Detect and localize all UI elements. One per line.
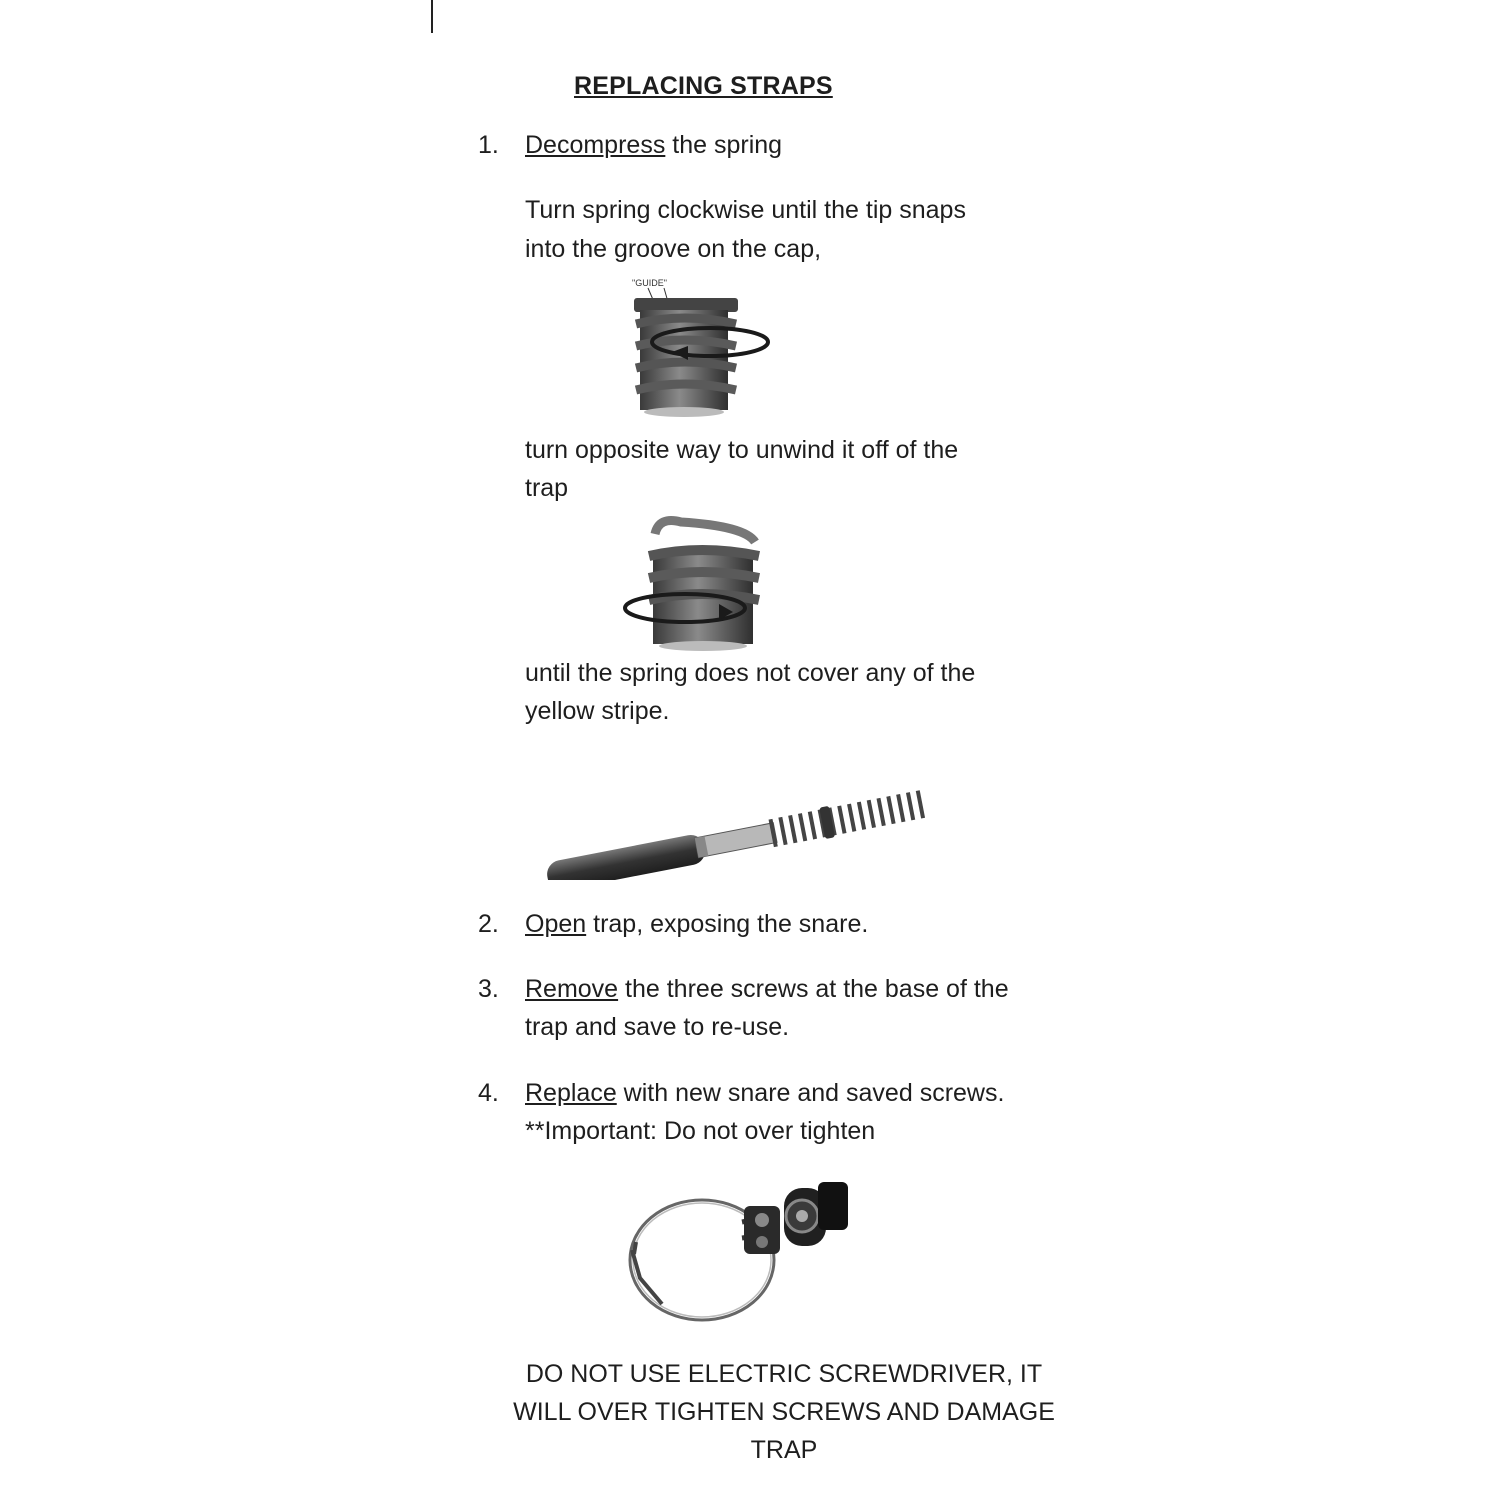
step-3-number: 3. — [478, 975, 499, 1003]
step-1-para-2-line-2: trap — [525, 474, 569, 502]
step-4-text — [525, 1074, 1004, 1112]
step-4-rest: with new snare and saved screws. — [616, 1079, 1005, 1107]
step-4-number: 4. — [478, 1079, 499, 1107]
step-1-para-3-line-1: until the spring does not cover any of the — [525, 659, 976, 687]
step-1-heading — [525, 126, 782, 164]
step-2-rest: trap, exposing the snare. — [586, 910, 869, 938]
step-1-para-2-line-1: turn opposite way to unwind it off of the — [525, 436, 959, 464]
step-3-keyword: Remove — [525, 975, 619, 1003]
step-4-keyword: Replace — [525, 1079, 617, 1107]
step-3-line-2: trap and save to re-use. — [525, 1013, 790, 1041]
trap-rod-illustration — [530, 760, 940, 880]
spring-clockwise-illustration — [620, 272, 780, 422]
step-1-rest: the spring — [665, 131, 783, 159]
guide-label: "GUIDE" — [632, 278, 667, 288]
step-3-text — [525, 970, 1009, 1008]
step-3-rest: the three screws at the base of the — [618, 975, 1009, 1003]
step-2-number: 2. — [478, 910, 499, 938]
step-1-para-3-line-2: yellow stripe. — [525, 697, 670, 725]
step-1-para-1-line-1: Turn spring clockwise until the tip snaps — [525, 196, 966, 224]
step-1-para-1-line-2: into the groove on the cap, — [525, 235, 822, 263]
warning-text: DO NOT USE ELECTRIC SCREWDRIVER, IT WILL OVER TIGHTEN SCREWS AND DAMAGE TRAP — [513, 1360, 1055, 1464]
step-2-text — [525, 905, 868, 943]
step-4-important: **Important: Do not over tighten — [525, 1117, 876, 1145]
snare-assembly-illustration — [622, 1168, 862, 1328]
step-2-keyword: Open — [525, 910, 587, 938]
page-title: REPLACING STRAPS — [574, 72, 833, 100]
step-1-keyword: Decompress — [525, 131, 666, 159]
step-1-number: 1. — [478, 131, 499, 159]
text-cursor — [431, 0, 433, 33]
spring-unwind-illustration — [615, 512, 775, 652]
